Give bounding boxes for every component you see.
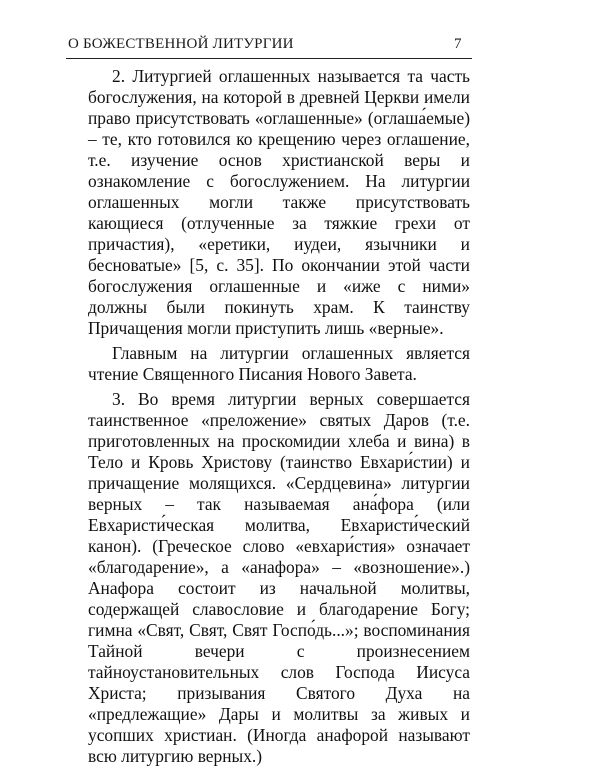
- paragraph-scripture-reading: Главным на литургии оглашенных является чтение Священного Писания Нового Завета.: [88, 343, 470, 384]
- page-number: 7: [454, 36, 462, 52]
- paragraph-liturgy-catechumens: 2. Литургией оглашенных называется та часть богослужения, на которой в древней Церкви имели право присутствовать «оглашенные» (оглаша́емые) – те, кто готовился ко крещению через оглашение, т.е. изучение основ христианской веры и ознакомление с богослужением. На литургии оглашенных могли также присутствовать кающиеся (отлученные за тяжкие грехи от причастия), «еретики, иудеи, язычники и бесноватые» [5, с. 35]. По окончании этой части богослужения оглашенные и «иже с ними» должны были покинуть храм. К таинству Причащения могли приступить лишь «верные».: [88, 66, 470, 338]
- paragraph-liturgy-faithful: 3. Во время литургии верных совершается таинственное «преложение» святых Даров (т.е. приготовленных на проскомидии хлеба и вина) в Тело и Кровь Христову (таинство Евхари́стии) и причащение молящихся. «Сердцевина» литургии верных – так называемая ана́фора (или Евхаристи́ческая молитва, Евхаристи́ческий канон). (Греческое слово «евхари́стия» означает «благодарение», а «анафора» – «возношение».) Анафора состоит из начальной молитвы, содержащей славословие и благодарение Богу; гимна «Свят, Свят, Свят Госпо́дь...»; воспоминания Тайной вечери с произнесением тайноустановительных слов Господа Иисуса Христа; призывания Святого Духа на «предлежащие» Дары и молитвы за живых и усопших христиан. (Иногда анафорой называют всю литургию верных.): [88, 389, 470, 766]
- header-rule: [66, 58, 472, 59]
- running-header: О БОЖЕСТВЕННОЙ ЛИТУРГИИ: [68, 36, 294, 52]
- body-text: [88, 66, 470, 771]
